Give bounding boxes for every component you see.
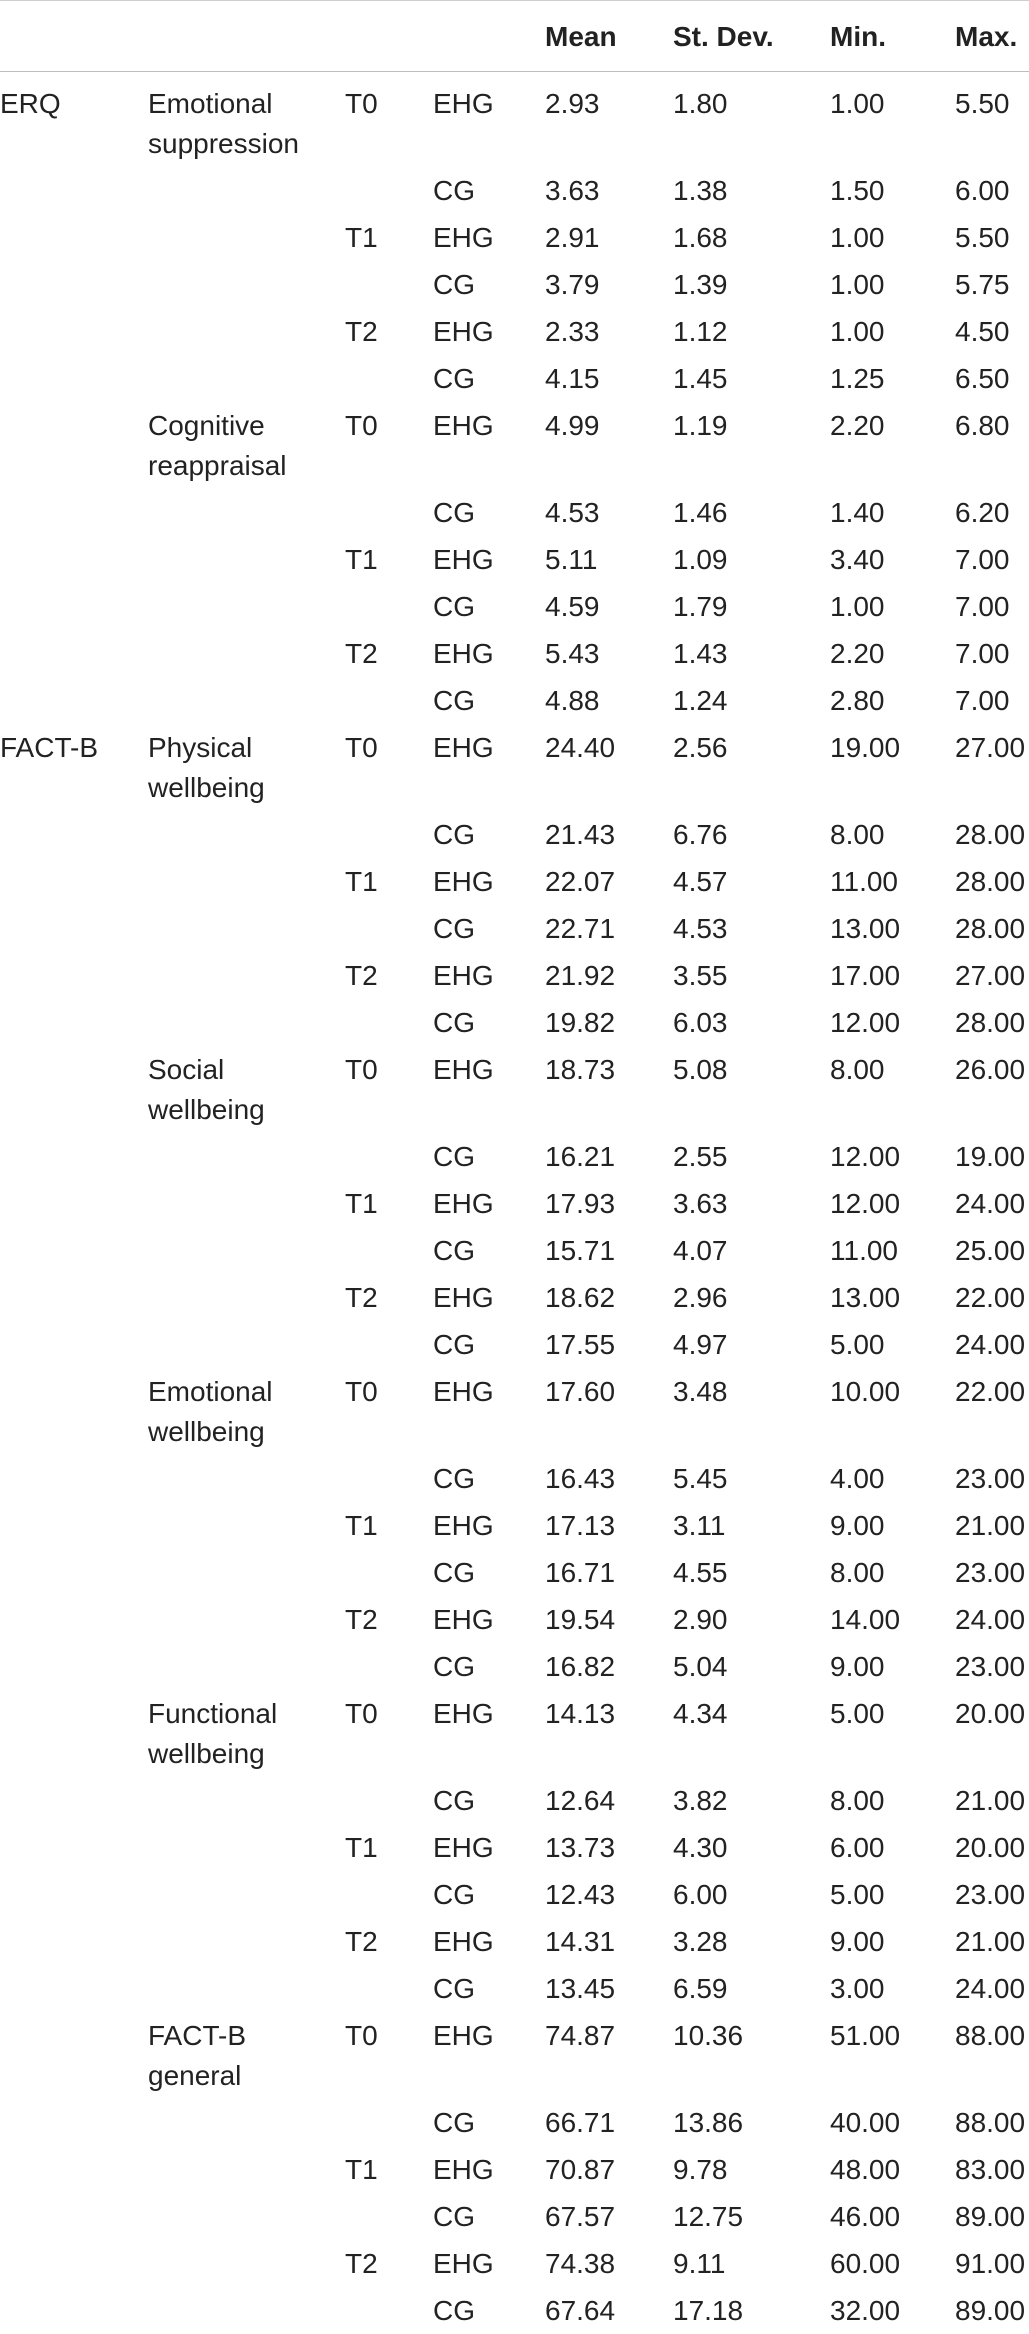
mean-cell: 16.71 xyxy=(545,1557,616,1588)
min-cell: 48.00 xyxy=(830,2154,901,2185)
max-cell: 28.00 xyxy=(955,819,1026,850)
min-cell: 11.00 xyxy=(830,866,898,897)
table-header xyxy=(0,0,1029,72)
mean-cell: 2.93 xyxy=(545,88,600,119)
min-cell: 14.00 xyxy=(830,1604,901,1635)
max-cell: 24.00 xyxy=(955,1973,1026,2004)
min-cell: 1.00 xyxy=(830,316,885,347)
st-dev-cell: 6.76 xyxy=(673,819,728,850)
min-cell: 46.00 xyxy=(830,2201,901,2232)
scale-label-line: wellbeing xyxy=(148,772,265,803)
st-dev-cell: 1.09 xyxy=(673,544,728,575)
mean-cell: 13.45 xyxy=(545,1973,616,2004)
max-cell: 88.00 xyxy=(955,2020,1026,2051)
min-cell: 5.00 xyxy=(830,1329,885,1360)
min-cell: 1.40 xyxy=(830,497,885,528)
min-cell: 6.00 xyxy=(830,1832,885,1863)
min-cell: 9.00 xyxy=(830,1510,885,1541)
min-cell: 32.00 xyxy=(830,2295,901,2326)
st-dev-cell: 5.45 xyxy=(673,1463,728,1494)
max-cell: 26.00 xyxy=(955,1054,1026,1085)
group-cell: EHG xyxy=(433,1926,494,1957)
min-cell: 8.00 xyxy=(830,1557,885,1588)
min-cell: 1.25 xyxy=(830,363,885,394)
max-cell: 6.50 xyxy=(955,363,1010,394)
scale-label-line: reappraisal xyxy=(148,450,287,481)
timepoint-label: T1 xyxy=(345,2154,378,2185)
mean-cell: 2.91 xyxy=(545,222,600,253)
max-cell: 27.00 xyxy=(955,732,1026,763)
min-cell: 8.00 xyxy=(830,1054,885,1085)
min-cell: 8.00 xyxy=(830,819,885,850)
max-cell: 19.00 xyxy=(955,1141,1026,1172)
max-cell: 27.00 xyxy=(955,960,1026,991)
mean-cell: 14.13 xyxy=(545,1698,616,1729)
min-cell: 12.00 xyxy=(830,1007,901,1038)
group-cell: EHG xyxy=(433,222,494,253)
group-cell: EHG xyxy=(433,732,494,763)
st-dev-cell: 4.30 xyxy=(673,1832,728,1863)
st-dev-cell: 1.46 xyxy=(673,497,728,528)
timepoint-label: T0 xyxy=(345,2020,378,2051)
st-dev-cell: 1.38 xyxy=(673,175,728,206)
group-cell: CG xyxy=(433,591,475,622)
group-cell: CG xyxy=(433,1879,475,1910)
max-cell: 6.20 xyxy=(955,497,1010,528)
group-cell: CG xyxy=(433,819,475,850)
max-cell: 7.00 xyxy=(955,591,1010,622)
max-cell: 7.00 xyxy=(955,685,1010,716)
group-cell: CG xyxy=(433,175,475,206)
header-min: Min. xyxy=(830,21,886,52)
max-cell: 24.00 xyxy=(955,1188,1026,1219)
group-cell: EHG xyxy=(433,88,494,119)
timepoint-label: T1 xyxy=(345,222,378,253)
group-cell: EHG xyxy=(433,2154,494,2185)
st-dev-cell: 2.56 xyxy=(673,732,728,763)
min-cell: 8.00 xyxy=(830,1785,885,1816)
mean-cell: 5.11 xyxy=(545,544,598,575)
st-dev-cell: 1.68 xyxy=(673,222,728,253)
timepoint-label: T2 xyxy=(345,960,378,991)
scale-label-line: Functional xyxy=(148,1698,278,1729)
min-cell: 1.00 xyxy=(830,591,885,622)
min-cell: 5.00 xyxy=(830,1879,885,1910)
min-cell: 1.50 xyxy=(830,175,885,206)
timepoint-label: T1 xyxy=(345,1188,378,1219)
group-cell: CG xyxy=(433,1973,475,2004)
st-dev-cell: 6.03 xyxy=(673,1007,728,1038)
group-cell: CG xyxy=(433,269,475,300)
scale-label-line: Emotional xyxy=(148,88,273,119)
st-dev-cell: 3.11 xyxy=(673,1510,726,1541)
min-cell: 17.00 xyxy=(830,960,901,991)
group-cell: EHG xyxy=(433,2020,494,2051)
timepoint-label: T2 xyxy=(345,316,378,347)
mean-cell: 66.71 xyxy=(545,2107,616,2138)
scale-label-line: wellbeing xyxy=(148,1416,265,1447)
min-cell: 60.00 xyxy=(830,2248,901,2279)
group-cell: EHG xyxy=(433,544,494,575)
mean-cell: 19.54 xyxy=(545,1604,616,1635)
group-cell: EHG xyxy=(433,410,494,441)
st-dev-cell: 1.80 xyxy=(673,88,728,119)
group-cell: CG xyxy=(433,2295,475,2326)
group-cell: CG xyxy=(433,685,475,716)
group-cell: EHG xyxy=(433,1832,494,1863)
group-cell: CG xyxy=(433,1329,475,1360)
mean-cell: 3.79 xyxy=(545,269,600,300)
min-cell: 4.00 xyxy=(830,1463,885,1494)
mean-cell: 4.53 xyxy=(545,497,600,528)
max-cell: 23.00 xyxy=(955,1879,1026,1910)
max-cell: 22.00 xyxy=(955,1376,1026,1407)
timepoint-label: T0 xyxy=(345,1054,378,1085)
st-dev-cell: 4.53 xyxy=(673,913,728,944)
max-cell: 5.50 xyxy=(955,222,1010,253)
timepoint-label: T2 xyxy=(345,1604,378,1635)
timepoint-label: T2 xyxy=(345,2248,378,2279)
st-dev-cell: 3.82 xyxy=(673,1785,728,1816)
st-dev-cell: 1.12 xyxy=(673,316,728,347)
mean-cell: 4.59 xyxy=(545,591,600,622)
min-cell: 40.00 xyxy=(830,2107,901,2138)
min-cell: 2.80 xyxy=(830,685,885,716)
timepoint-label: T0 xyxy=(345,1698,378,1729)
mean-cell: 4.15 xyxy=(545,363,600,394)
min-cell: 12.00 xyxy=(830,1188,901,1219)
group-cell: EHG xyxy=(433,960,494,991)
group-cell: EHG xyxy=(433,1698,494,1729)
mean-cell: 22.71 xyxy=(545,913,616,944)
header-mean: Mean xyxy=(545,21,617,52)
st-dev-cell: 4.57 xyxy=(673,866,728,897)
group-cell: EHG xyxy=(433,866,494,897)
st-dev-cell: 4.07 xyxy=(673,1235,728,1266)
header-st-dev: St. Dev. xyxy=(673,21,774,52)
scale-label-line: wellbeing xyxy=(148,1094,265,1125)
mean-cell: 74.38 xyxy=(545,2248,616,2279)
group-cell: EHG xyxy=(433,1282,494,1313)
st-dev-cell: 17.18 xyxy=(673,2295,744,2326)
max-cell: 21.00 xyxy=(955,1926,1026,1957)
st-dev-cell: 1.45 xyxy=(673,363,728,394)
scale-label-line: FACT-B xyxy=(148,2020,247,2051)
min-cell: 51.00 xyxy=(830,2020,901,2051)
header-max: Max. xyxy=(955,21,1018,52)
st-dev-cell: 2.55 xyxy=(673,1141,728,1172)
scale-label-line: Cognitive xyxy=(148,410,265,441)
max-cell: 20.00 xyxy=(955,1832,1026,1863)
timepoint-label: T2 xyxy=(345,638,378,669)
mean-cell: 17.93 xyxy=(545,1188,616,1219)
max-cell: 22.00 xyxy=(955,1282,1026,1313)
max-cell: 91.00 xyxy=(955,2248,1026,2279)
group-cell: EHG xyxy=(433,1376,494,1407)
mean-cell: 18.62 xyxy=(545,1282,616,1313)
st-dev-cell: 4.55 xyxy=(673,1557,728,1588)
min-cell: 10.00 xyxy=(830,1376,901,1407)
mean-cell: 3.63 xyxy=(545,175,600,206)
min-cell: 13.00 xyxy=(830,913,901,944)
mean-cell: 24.40 xyxy=(545,732,616,763)
st-dev-cell: 12.75 xyxy=(673,2201,744,2232)
st-dev-cell: 13.86 xyxy=(673,2107,744,2138)
st-dev-cell: 1.19 xyxy=(673,410,728,441)
mean-cell: 74.87 xyxy=(545,2020,616,2051)
group-cell: CG xyxy=(433,363,475,394)
mean-cell: 21.43 xyxy=(545,819,616,850)
mean-cell: 15.71 xyxy=(545,1235,616,1266)
instrument-label: ERQ xyxy=(0,88,61,119)
st-dev-cell: 1.39 xyxy=(673,269,728,300)
max-cell: 23.00 xyxy=(955,1463,1026,1494)
st-dev-cell: 3.55 xyxy=(673,960,728,991)
max-cell: 6.80 xyxy=(955,410,1010,441)
mean-cell: 16.21 xyxy=(545,1141,616,1172)
st-dev-cell: 10.36 xyxy=(673,2020,744,2051)
timepoint-label: T1 xyxy=(345,544,378,575)
st-dev-cell: 5.08 xyxy=(673,1054,728,1085)
min-cell: 2.20 xyxy=(830,638,885,669)
group-cell: CG xyxy=(433,913,475,944)
st-dev-cell: 3.28 xyxy=(673,1926,728,1957)
max-cell: 4.50 xyxy=(955,316,1010,347)
mean-cell: 21.92 xyxy=(545,960,616,991)
max-cell: 28.00 xyxy=(955,866,1026,897)
timepoint-label: T0 xyxy=(345,410,378,441)
min-cell: 1.00 xyxy=(830,269,885,300)
timepoint-label: T0 xyxy=(345,732,378,763)
max-cell: 88.00 xyxy=(955,2107,1026,2138)
min-cell: 1.00 xyxy=(830,222,885,253)
min-cell: 3.40 xyxy=(830,544,885,575)
group-cell: CG xyxy=(433,1785,475,1816)
group-cell: CG xyxy=(433,1007,475,1038)
min-cell: 3.00 xyxy=(830,1973,885,2004)
st-dev-cell: 1.79 xyxy=(673,591,728,622)
min-cell: 11.00 xyxy=(830,1235,898,1266)
st-dev-cell: 2.90 xyxy=(673,1604,728,1635)
mean-cell: 14.31 xyxy=(545,1926,616,1957)
max-cell: 28.00 xyxy=(955,913,1026,944)
mean-cell: 4.99 xyxy=(545,410,600,441)
max-cell: 21.00 xyxy=(955,1785,1026,1816)
group-cell: EHG xyxy=(433,316,494,347)
instrument-label: FACT-B xyxy=(0,732,99,763)
timepoint-label: T0 xyxy=(345,1376,378,1407)
mean-cell: 4.88 xyxy=(545,685,600,716)
st-dev-cell: 2.96 xyxy=(673,1282,728,1313)
mean-cell: 17.13 xyxy=(545,1510,616,1541)
group-cell: CG xyxy=(433,2107,475,2138)
min-cell: 9.00 xyxy=(830,1651,885,1682)
max-cell: 23.00 xyxy=(955,1557,1026,1588)
max-cell: 6.00 xyxy=(955,175,1010,206)
scale-label-line: Physical xyxy=(148,732,253,763)
max-cell: 21.00 xyxy=(955,1510,1026,1541)
group-cell: CG xyxy=(433,1141,475,1172)
group-cell: EHG xyxy=(433,1054,494,1085)
min-cell: 2.20 xyxy=(830,410,885,441)
group-cell: EHG xyxy=(433,1604,494,1635)
timepoint-label: T1 xyxy=(345,1510,378,1541)
min-cell: 1.00 xyxy=(830,88,885,119)
timepoint-label: T2 xyxy=(345,1926,378,1957)
max-cell: 83.00 xyxy=(955,2154,1026,2185)
timepoint-label: T2 xyxy=(345,1282,378,1313)
mean-cell: 67.64 xyxy=(545,2295,616,2326)
max-cell: 23.00 xyxy=(955,1651,1026,1682)
group-cell: CG xyxy=(433,497,475,528)
min-cell: 19.00 xyxy=(830,732,901,763)
max-cell: 7.00 xyxy=(955,638,1010,669)
max-cell: 7.00 xyxy=(955,544,1010,575)
mean-cell: 16.43 xyxy=(545,1463,616,1494)
mean-cell: 5.43 xyxy=(545,638,600,669)
mean-cell: 17.60 xyxy=(545,1376,616,1407)
mean-cell: 17.55 xyxy=(545,1329,616,1360)
st-dev-cell: 5.04 xyxy=(673,1651,728,1682)
st-dev-cell: 3.48 xyxy=(673,1376,728,1407)
group-cell: CG xyxy=(433,1651,475,1682)
group-cell: CG xyxy=(433,2201,475,2232)
st-dev-cell: 9.11 xyxy=(673,2248,726,2279)
st-dev-cell: 1.24 xyxy=(673,685,728,716)
group-cell: EHG xyxy=(433,1188,494,1219)
st-dev-cell: 4.97 xyxy=(673,1329,728,1360)
st-dev-cell: 4.34 xyxy=(673,1698,728,1729)
st-dev-cell: 1.43 xyxy=(673,638,728,669)
timepoint-label: T1 xyxy=(345,866,378,897)
st-dev-cell: 6.00 xyxy=(673,1879,728,1910)
max-cell: 25.00 xyxy=(955,1235,1026,1266)
st-dev-cell: 9.78 xyxy=(673,2154,728,2185)
scale-label-line: Social xyxy=(148,1054,225,1085)
mean-cell: 16.82 xyxy=(545,1651,616,1682)
min-cell: 12.00 xyxy=(830,1141,901,1172)
st-dev-cell: 3.63 xyxy=(673,1188,728,1219)
max-cell: 28.00 xyxy=(955,1007,1026,1038)
group-cell: EHG xyxy=(433,2248,494,2279)
timepoint-label: T1 xyxy=(345,1832,378,1863)
min-cell: 5.00 xyxy=(830,1698,885,1729)
max-cell: 5.50 xyxy=(955,88,1010,119)
group-cell: EHG xyxy=(433,638,494,669)
group-cell: CG xyxy=(433,1463,475,1494)
max-cell: 20.00 xyxy=(955,1698,1026,1729)
group-cell: CG xyxy=(433,1557,475,1588)
mean-cell: 70.87 xyxy=(545,2154,616,2185)
scale-label-line: general xyxy=(148,2060,242,2091)
scale-label-line: suppression xyxy=(148,128,299,159)
scale-label-line: Emotional xyxy=(148,1376,273,1407)
mean-cell: 12.64 xyxy=(545,1785,616,1816)
max-cell: 24.00 xyxy=(955,1329,1026,1360)
max-cell: 5.75 xyxy=(955,269,1010,300)
group-cell: CG xyxy=(433,1235,475,1266)
min-cell: 9.00 xyxy=(830,1926,885,1957)
mean-cell: 22.07 xyxy=(545,866,616,897)
mean-cell: 18.73 xyxy=(545,1054,616,1085)
mean-cell: 2.33 xyxy=(545,316,600,347)
mean-cell: 67.57 xyxy=(545,2201,616,2232)
st-dev-cell: 6.59 xyxy=(673,1973,728,2004)
max-cell: 89.00 xyxy=(955,2295,1026,2326)
group-cell: EHG xyxy=(433,1510,494,1541)
min-cell: 13.00 xyxy=(830,1282,901,1313)
mean-cell: 12.43 xyxy=(545,1879,616,1910)
mean-cell: 19.82 xyxy=(545,1007,616,1038)
mean-cell: 13.73 xyxy=(545,1832,616,1863)
max-cell: 24.00 xyxy=(955,1604,1026,1635)
max-cell: 89.00 xyxy=(955,2201,1026,2232)
timepoint-label: T0 xyxy=(345,88,378,119)
scale-label-line: wellbeing xyxy=(148,1738,265,1769)
